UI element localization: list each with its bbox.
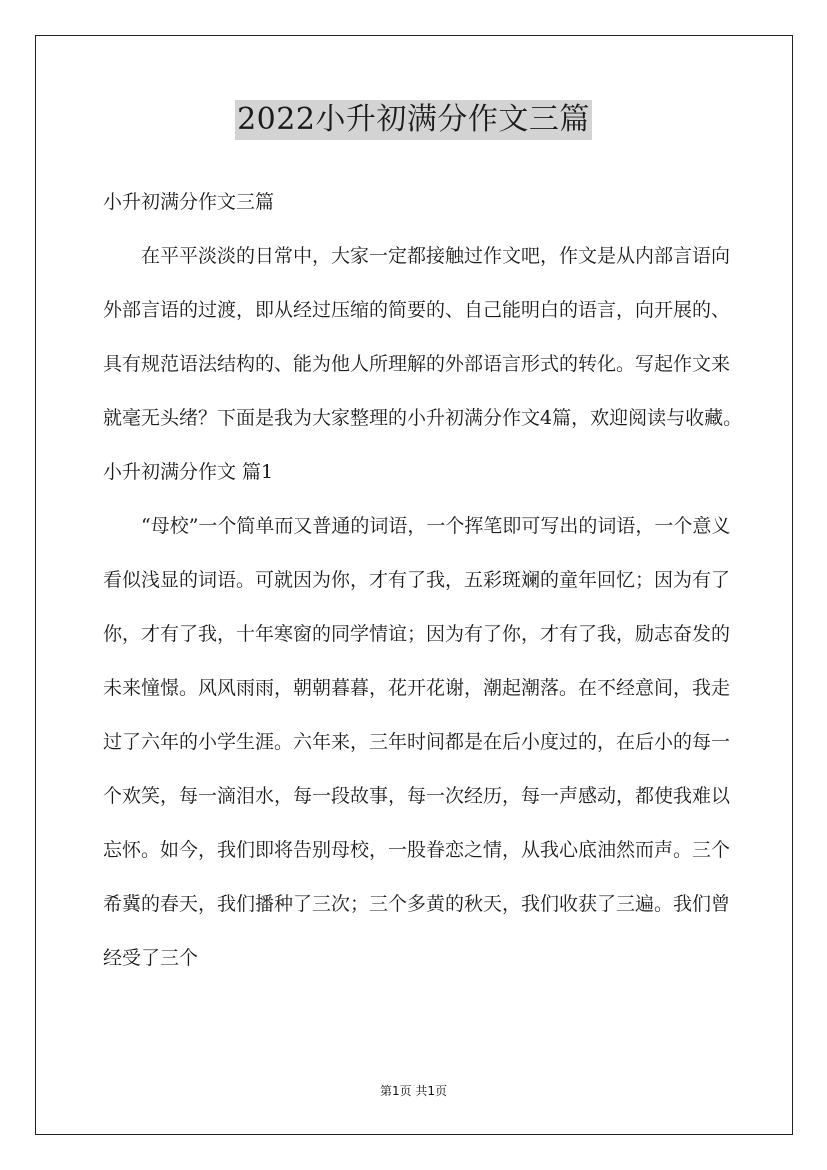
page-footer: 第1页 共1页 xyxy=(379,1084,448,1098)
document-subtitle: 小升初满分作文三篇 xyxy=(103,191,275,213)
section-paragraph: “母校”一个简单而又普通的词语，一个挥笔即可写出的词语，一个意义看似浅显的词语。可就因为你，才有了我，五彩斑斓的童年回忆；因为有了你，才有了我，十年寒窗的同学情谊；因为有了你，才有了我，励志奋发的未来憧憬。风风雨雨，朝朝暮暮，花开花谢，潮起潮落。在不经意间，我走过了六年的小学生涯。六年来，三年时间都是在后小度过的，在后小的每一个欢笑，每一滴泪水，每一段故事，每一次经历，每一声感动，都使我难以忘怀。如今，我们即将告别母校，一股眷恋之情，从我心底油然而声。三个希冀的春天，我们播种了三次；三个多黄的秋天，我们收获了三遍。我们曾经受了三个 xyxy=(103,515,731,969)
document-title: 2022小升初满分作文三篇 xyxy=(235,100,592,140)
title-container xyxy=(0,100,827,140)
intro-paragraph: 在平平淡淡的日常中，大家一定都接触过作文吧，作文是从内部言语向外部言语的过渡，即从经过压缩的简要的、自己能明白的语言，向开展的、具有规范语法结构的、能为他人所理解的外部语言形式的转化。写起作文来就毫无头绪？下面是我为大家整理的小升初满分作文4篇，欢迎阅读与收藏。 xyxy=(103,245,743,429)
document-body xyxy=(103,175,743,985)
section-heading: 小升初满分作文 篇1 xyxy=(103,461,274,483)
